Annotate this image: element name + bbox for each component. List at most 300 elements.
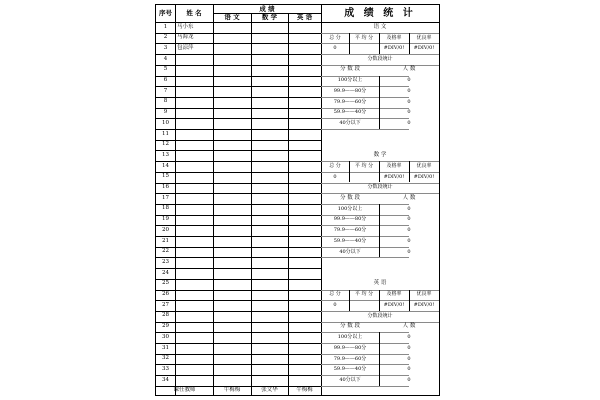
grid-line [175, 5, 176, 395]
math-score-cell [251, 343, 288, 354]
row-number: 19 [162, 216, 169, 223]
student-name [175, 183, 213, 194]
band-range: 99.9——80分 [333, 216, 367, 223]
grid-line [156, 300, 321, 301]
student-name [175, 108, 213, 119]
student-name [175, 204, 213, 215]
english-score-cell [288, 236, 321, 247]
student-name [175, 322, 213, 333]
grid-line [156, 150, 321, 151]
grid-line [379, 290, 380, 311]
row-number: 27 [162, 301, 169, 308]
label-excellent-rate: 优良率 [416, 162, 432, 169]
grid-line [251, 13, 252, 395]
student-name [175, 375, 213, 386]
row-number: 4 [163, 55, 168, 62]
english-score-cell [288, 193, 321, 204]
student-name [175, 129, 213, 140]
english-score-cell [288, 86, 321, 97]
student-name [175, 54, 213, 65]
value-excellent-rate: #DIV/0! [413, 45, 435, 52]
band-count: 0 [407, 366, 411, 373]
english-score-cell [288, 247, 321, 258]
math-score-cell [251, 225, 288, 236]
english-score-cell [288, 322, 321, 333]
band-range: 100分以上 [337, 77, 363, 84]
math-score-cell [251, 290, 288, 301]
band-count: 0 [407, 77, 411, 84]
english-score-cell [288, 257, 321, 268]
grid-line [156, 43, 321, 44]
label-average: 平 均 分 [354, 291, 374, 298]
band-range: 99.9——80分 [333, 88, 367, 95]
math-score-cell [251, 118, 288, 129]
value-total: 0 [333, 45, 337, 52]
grid-line [156, 332, 321, 333]
grid-line [156, 204, 321, 205]
chinese-score-cell [213, 150, 251, 161]
row-number: 5 [163, 66, 168, 73]
chinese-score-cell [213, 322, 251, 333]
math-score-cell [251, 76, 288, 87]
math-score-cell [251, 193, 288, 204]
english-score-cell [288, 311, 321, 322]
label-pass-rate: 及格率 [386, 162, 402, 169]
grid-line [156, 76, 321, 77]
chinese-score-cell [213, 161, 251, 172]
chinese-score-cell [213, 108, 251, 119]
grid-line [156, 225, 321, 226]
math-score-cell [251, 172, 288, 183]
label-total: 总 分 [329, 162, 341, 169]
header-name: 姓 名 [186, 9, 202, 18]
math-score-cell [251, 375, 288, 386]
row-number: 22 [162, 248, 169, 255]
row-number: 6 [163, 77, 168, 84]
math-teacher: 张文华 [261, 386, 278, 393]
grid-line [156, 65, 321, 66]
band-count: 0 [407, 248, 411, 255]
value-average [349, 300, 379, 311]
row-number: 3 [163, 44, 168, 51]
english-score-cell [288, 161, 321, 172]
grid-line [156, 140, 321, 141]
grid-line [409, 290, 410, 311]
header-math: 数 学 [261, 13, 278, 22]
grid-line [156, 343, 321, 344]
student-name [175, 247, 213, 258]
row-number: 30 [162, 333, 169, 340]
grid-line [288, 13, 289, 395]
row-number: 11 [162, 130, 169, 137]
row-number: 26 [162, 291, 169, 298]
english-score-cell [288, 375, 321, 386]
chinese-score-cell [213, 215, 251, 226]
student-name [175, 300, 213, 311]
grid-line [156, 108, 321, 109]
chinese-score-cell [213, 279, 251, 290]
grid-line [156, 215, 321, 216]
grid-line [156, 33, 321, 34]
row-number: 33 [162, 365, 169, 372]
band-count: 0 [407, 334, 411, 341]
subject-name-0: 语 文 [373, 23, 387, 30]
label-pass-rate: 及格率 [386, 291, 402, 298]
student-name [175, 76, 213, 87]
label-pass-rate: 及格率 [386, 34, 402, 41]
english-score-cell [288, 354, 321, 365]
value-average [349, 172, 379, 183]
math-score-cell [251, 161, 288, 172]
grid-line [156, 311, 321, 312]
row-number: 13 [162, 151, 169, 158]
chinese-score-cell [213, 257, 251, 268]
band-range: 79.9——60分 [333, 98, 367, 105]
grid-line [379, 76, 380, 130]
student-name [175, 118, 213, 129]
english-teacher: 牛梅梅 [296, 386, 313, 393]
band-range: 100分以上 [337, 205, 363, 212]
grid-line [349, 290, 350, 311]
row-number: 8 [163, 98, 168, 105]
chinese-score-cell [213, 300, 251, 311]
chinese-score-cell [213, 343, 251, 354]
english-score-cell [288, 129, 321, 140]
band-count: 0 [407, 376, 411, 383]
grid-line [156, 129, 321, 130]
grid-line [379, 33, 380, 54]
band-count: 0 [407, 109, 411, 116]
row-number: 2 [163, 34, 168, 41]
english-score-cell [288, 364, 321, 375]
student-name [175, 193, 213, 204]
grid-line [156, 375, 321, 376]
chinese-teacher: 牛梅梅 [223, 386, 241, 393]
student-name [175, 97, 213, 108]
chinese-score-cell [213, 183, 251, 194]
math-score-cell [251, 215, 288, 226]
chinese-score-cell [213, 236, 251, 247]
chinese-score-cell [213, 332, 251, 343]
grid-line [156, 172, 321, 173]
row-number: 16 [162, 184, 169, 191]
value-total: 0 [333, 302, 337, 309]
student-name [175, 65, 213, 76]
grid-line [409, 33, 410, 54]
english-score-cell [288, 300, 321, 311]
chinese-score-cell [213, 65, 251, 76]
grid-line [321, 129, 409, 130]
band-range: 59.9——40分 [333, 237, 367, 244]
math-score-cell [251, 33, 288, 44]
band-count: 0 [407, 216, 411, 223]
row-number: 29 [162, 323, 169, 330]
row-number: 31 [162, 344, 169, 351]
band-count: 0 [407, 355, 411, 362]
math-score-cell [251, 332, 288, 343]
english-score-cell [288, 183, 321, 194]
band-range: 100分以上 [337, 334, 363, 341]
header-english: 英 语 [296, 13, 313, 22]
english-score-cell [288, 140, 321, 151]
english-score-cell [288, 225, 321, 236]
chinese-score-cell [213, 247, 251, 258]
row-number: 20 [162, 226, 169, 233]
count-header: 人 数 [402, 66, 416, 73]
subject-name-2: 英 语 [373, 280, 387, 287]
math-score-cell [251, 311, 288, 322]
band-range: 59.9——40分 [333, 109, 367, 116]
chinese-score-cell [213, 86, 251, 97]
label-average: 平 均 分 [354, 162, 374, 169]
grid-line [156, 290, 321, 291]
row-number: 34 [162, 376, 169, 383]
count-header: 人 数 [402, 194, 416, 201]
grid-line [213, 5, 214, 395]
row-number: 23 [162, 258, 169, 265]
english-score-cell [288, 290, 321, 301]
value-excellent-rate: #DIV/0! [413, 302, 435, 309]
math-score-cell [251, 279, 288, 290]
student-name: 马小东 [177, 23, 194, 30]
teacher-label: 课任教师 [173, 386, 196, 393]
chinese-score-cell [213, 354, 251, 365]
label-total: 总 分 [329, 34, 341, 41]
grid-line [213, 13, 321, 14]
math-score-cell [251, 97, 288, 108]
math-score-cell [251, 322, 288, 333]
math-score-cell [251, 140, 288, 151]
grid-line [321, 257, 409, 258]
band-count: 0 [407, 98, 411, 105]
grid-line [156, 322, 321, 323]
student-name [175, 311, 213, 322]
chinese-score-cell [213, 22, 251, 33]
band-range: 40分以下 [339, 120, 361, 127]
row-number: 1 [163, 23, 168, 30]
student-name [175, 161, 213, 172]
row-number: 24 [162, 269, 169, 276]
band-header: 分 数 段 [340, 323, 360, 330]
header-scores: 成 绩 [259, 5, 275, 13]
grid-line [156, 54, 321, 55]
student-name [175, 364, 213, 375]
grid-line [156, 193, 321, 194]
math-score-cell [251, 86, 288, 97]
english-score-cell [288, 97, 321, 108]
student-name [175, 290, 213, 301]
chinese-score-cell [213, 204, 251, 215]
chinese-score-cell [213, 43, 251, 54]
student-name [175, 332, 213, 343]
student-name [175, 279, 213, 290]
student-name [175, 172, 213, 183]
distribution-title: 分数段统计 [367, 55, 393, 62]
english-score-cell [288, 343, 321, 354]
english-score-cell [288, 33, 321, 44]
grid-line [156, 279, 321, 280]
student-name [175, 86, 213, 97]
english-score-cell [288, 43, 321, 54]
row-number: 18 [162, 205, 169, 212]
band-range: 40分以下 [339, 248, 361, 255]
grid-line [156, 118, 321, 119]
grid-line [156, 183, 321, 184]
chinese-score-cell [213, 76, 251, 87]
band-header: 分 数 段 [340, 194, 360, 201]
band-count: 0 [407, 344, 411, 351]
header-seq: 序号 [159, 9, 172, 18]
math-score-cell [251, 300, 288, 311]
student-name: 包涼萍 [177, 44, 194, 51]
student-name [175, 225, 213, 236]
band-header: 分 数 段 [340, 66, 360, 73]
math-score-cell [251, 204, 288, 215]
header-chinese: 语 文 [224, 13, 240, 22]
chinese-score-cell [213, 364, 251, 375]
grid-line [156, 161, 321, 162]
band-count: 0 [407, 120, 411, 127]
value-excellent-rate: #DIV/0! [413, 173, 435, 180]
chinese-score-cell [213, 225, 251, 236]
row-number: 10 [162, 119, 169, 126]
band-range: 59.9——40分 [333, 366, 367, 373]
band-count: 0 [407, 88, 411, 95]
chinese-score-cell [213, 118, 251, 129]
english-score-cell [288, 332, 321, 343]
row-number: 32 [162, 355, 169, 362]
chinese-score-cell [213, 54, 251, 65]
grid-line [156, 86, 321, 87]
grid-line [156, 247, 321, 248]
chinese-score-cell [213, 193, 251, 204]
student-name [175, 236, 213, 247]
math-score-cell [251, 183, 288, 194]
math-score-cell [251, 43, 288, 54]
subject-name-1: 数 学 [373, 151, 387, 158]
student-name: 马海龙 [177, 34, 194, 41]
band-count: 0 [407, 237, 411, 244]
band-range: 79.9——60分 [333, 355, 367, 362]
value-pass-rate: #DIV/0! [383, 173, 405, 180]
count-header: 人 数 [402, 323, 416, 330]
student-name [175, 140, 213, 151]
student-name [175, 354, 213, 365]
value-total: 0 [333, 173, 337, 180]
math-score-cell [251, 247, 288, 258]
english-score-cell [288, 76, 321, 87]
grid-line [156, 236, 321, 237]
value-pass-rate: #DIV/0! [383, 302, 405, 309]
band-range: 40分以下 [339, 376, 361, 383]
grid-line [349, 161, 350, 182]
english-score-cell [288, 279, 321, 290]
row-number: 17 [162, 194, 169, 201]
grid-line [156, 97, 321, 98]
english-score-cell [288, 172, 321, 183]
math-score-cell [251, 108, 288, 119]
band-range: 99.9——80分 [333, 344, 367, 351]
student-name [175, 215, 213, 226]
chinese-score-cell [213, 311, 251, 322]
row-number: 14 [162, 162, 169, 169]
row-number: 25 [162, 280, 169, 287]
grid-line [409, 161, 410, 182]
grid-line [156, 257, 321, 258]
row-number: 28 [162, 312, 169, 319]
math-score-cell [251, 129, 288, 140]
math-score-cell [251, 268, 288, 279]
chinese-score-cell [213, 140, 251, 151]
chinese-score-cell [213, 375, 251, 386]
student-name [175, 257, 213, 268]
label-total: 总 分 [329, 291, 341, 298]
math-score-cell [251, 22, 288, 33]
grid-line [379, 332, 380, 386]
english-score-cell [288, 118, 321, 129]
math-score-cell [251, 236, 288, 247]
score-sheet [155, 4, 440, 396]
row-number: 7 [163, 87, 168, 94]
english-score-cell [288, 215, 321, 226]
math-score-cell [251, 257, 288, 268]
english-score-cell [288, 22, 321, 33]
row-number: 12 [162, 141, 169, 148]
grid-line [156, 268, 321, 269]
distribution-title: 分数段统计 [367, 312, 393, 319]
math-score-cell [251, 150, 288, 161]
student-name [175, 343, 213, 354]
english-score-cell [288, 204, 321, 215]
grid-line [156, 364, 321, 365]
value-pass-rate: #DIV/0! [383, 45, 405, 52]
chinese-score-cell [213, 129, 251, 140]
chinese-score-cell [213, 172, 251, 183]
chinese-score-cell [213, 97, 251, 108]
row-number: 15 [162, 173, 169, 180]
english-score-cell [288, 268, 321, 279]
chinese-score-cell [213, 268, 251, 279]
distribution-title: 分数段统计 [367, 184, 393, 191]
band-count: 0 [407, 205, 411, 212]
math-score-cell [251, 65, 288, 76]
english-score-cell [288, 65, 321, 76]
math-score-cell [251, 354, 288, 365]
english-score-cell [288, 150, 321, 161]
band-count: 0 [407, 227, 411, 234]
row-number: 9 [163, 109, 168, 116]
grid-line [349, 33, 350, 54]
label-excellent-rate: 优良率 [416, 291, 432, 298]
english-score-cell [288, 108, 321, 119]
stats-title: 成 绩 统 计 [344, 7, 416, 19]
student-name [175, 150, 213, 161]
student-name [175, 268, 213, 279]
english-score-cell [288, 54, 321, 65]
chinese-score-cell [213, 290, 251, 301]
math-score-cell [251, 364, 288, 375]
chinese-score-cell [213, 33, 251, 44]
grid-line [379, 161, 380, 182]
grid-line [156, 354, 321, 355]
label-excellent-rate: 优良率 [416, 34, 432, 41]
grid-line [379, 204, 380, 258]
value-average [349, 43, 379, 54]
row-number: 21 [162, 237, 169, 244]
grid-line [321, 386, 409, 387]
band-range: 79.9——60分 [333, 227, 367, 234]
math-score-cell [251, 54, 288, 65]
